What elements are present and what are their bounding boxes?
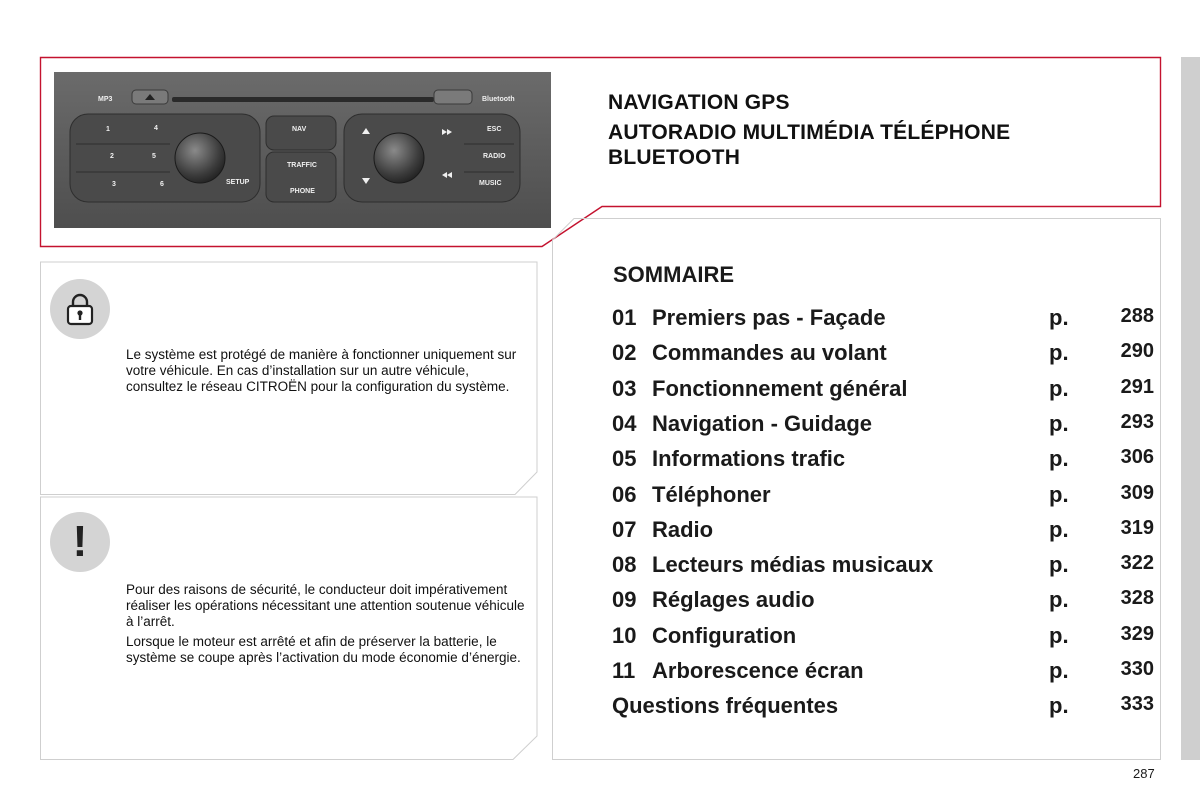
toc-entry-number: 11 xyxy=(612,658,636,683)
toc-entry[interactable] xyxy=(612,623,1154,653)
toc-entry-p-label: p. xyxy=(1049,693,1069,719)
esc-button-label: ESC xyxy=(487,126,502,133)
toc-entry-number: 10 xyxy=(612,622,637,648)
info-paragraph: Le système est protégé de manière à fonctionner uniquement sur votre véhicule. En cas d’installation sur un autre véhicule, consultez le réseau CITROËN pour la configuration du système. xyxy=(126,347,517,394)
toc-entry-p-label: p. xyxy=(1049,658,1069,683)
setup-button-label: SETUP xyxy=(226,179,250,186)
toc-entry-number: 06 xyxy=(612,481,637,507)
toc-entry-page: 306 xyxy=(1120,446,1154,469)
toc-entry-page: 329 xyxy=(1120,622,1154,645)
toc-entry[interactable] xyxy=(612,411,1154,441)
phone-button-label: PHONE xyxy=(290,188,315,195)
mp3-label: MP3 xyxy=(98,96,113,103)
toc-entry-page: 309 xyxy=(1120,481,1154,504)
header-title-line-2: AUTORADIO MULTIMÉDIA TÉLÉPHONE xyxy=(608,121,1011,144)
toc-entry-label: Premiers pas - Façade xyxy=(652,305,886,330)
page-number: 287 xyxy=(1133,766,1155,781)
toc-entry[interactable] xyxy=(612,446,1154,476)
info-paragraph: Lorsque le moteur est arrêté et afin de préserver la batterie, le système se coupe après l’activation du mode économie d’énergie. xyxy=(126,634,521,665)
toc-entry-p-label: p. xyxy=(1049,340,1069,366)
toc-entry-label: Lecteurs médias musicaux xyxy=(652,552,934,578)
toc-entry-label: Fonctionnement général xyxy=(652,375,908,401)
toc-entry-p-label: p. xyxy=(1049,375,1069,401)
toc-entry-page: 293 xyxy=(1120,410,1154,433)
preset-5-label: 5 xyxy=(152,153,156,160)
toc-entry[interactable] xyxy=(612,587,1154,617)
toc-entry[interactable] xyxy=(612,658,1154,688)
toc-entry-number: 01 xyxy=(612,305,637,330)
toc-entry[interactable] xyxy=(612,482,1154,512)
padlock-icon xyxy=(50,279,110,339)
toc-title: SOMMAIRE xyxy=(613,262,734,287)
toc-entry-number: 07 xyxy=(612,516,637,542)
toc-entry-page: 333 xyxy=(1120,693,1154,716)
toc-entry[interactable] xyxy=(612,376,1154,406)
toc-entry-page: 290 xyxy=(1120,340,1154,363)
toc-entry-number: 09 xyxy=(612,587,637,613)
toc-entry-p-label: p. xyxy=(1049,552,1069,578)
toc-entry[interactable] xyxy=(612,305,1154,335)
toc-entry-p-label: p. xyxy=(1049,410,1069,436)
toc-entry-page: 319 xyxy=(1120,516,1154,539)
toc-entry-page: 330 xyxy=(1120,658,1154,680)
toc-entry-p-label: p. xyxy=(1049,446,1069,472)
chapter-side-tab xyxy=(1181,57,1200,760)
radio-button-label: RADIO xyxy=(483,153,506,160)
toc-entry[interactable] xyxy=(612,517,1154,547)
toc-entry-label: Téléphoner xyxy=(652,481,771,507)
toc-entry-p-label: p. xyxy=(1049,622,1069,648)
toc-entry-number: 05 xyxy=(612,446,637,472)
exclamation-icon xyxy=(50,512,110,572)
nav-button-label: NAV xyxy=(292,126,307,133)
traffic-button-label: TRAFFIC xyxy=(287,162,317,169)
toc-entry-number: 02 xyxy=(612,340,637,366)
info-box-warning-text xyxy=(126,582,526,670)
header-title-line-3: BLUETOOTH xyxy=(608,146,741,169)
preset-4-label: 4 xyxy=(154,125,158,132)
toc-entry-p-label: p. xyxy=(1049,516,1069,542)
info-box-lock-text xyxy=(126,347,526,399)
toc-entry-page: 288 xyxy=(1120,305,1154,327)
toc-entry-label: Configuration xyxy=(652,622,797,648)
bluetooth-label: Bluetooth xyxy=(482,96,515,103)
toc-entry-p-label: p. xyxy=(1049,481,1069,507)
toc-entry-page: 328 xyxy=(1120,587,1154,610)
toc-entry[interactable] xyxy=(612,340,1154,370)
toc-entry-label: Questions fréquentes xyxy=(612,693,839,719)
info-paragraph: Pour des raisons de sécurité, le conducteur doit impérativement réaliser les opérations nécessitant une attention soutenue véhicule à l’arrêt. xyxy=(126,582,525,629)
preset-1-label: 1 xyxy=(106,126,110,133)
toc-entry[interactable] xyxy=(612,693,1154,723)
header-title-line-1: NAVIGATION GPS xyxy=(608,91,790,114)
exclamation-glyph: ! xyxy=(72,517,88,566)
toc-entry-page: 322 xyxy=(1120,552,1154,575)
toc-entry[interactable] xyxy=(612,552,1154,582)
toc-entry-p-label: p. xyxy=(1049,587,1069,613)
preset-3-label: 3 xyxy=(112,181,116,188)
toc-entry-label: Radio xyxy=(652,516,714,542)
toc-entry-number: 08 xyxy=(612,552,637,578)
toc-entry-p-label: p. xyxy=(1049,305,1069,330)
preset-6-label: 6 xyxy=(160,181,164,188)
toc-entry-number: 03 xyxy=(612,375,637,401)
radio-panel-image xyxy=(54,72,551,228)
toc-entry-label: Commandes au volant xyxy=(652,340,887,366)
toc-entry-label: Navigation - Guidage xyxy=(652,410,873,436)
toc-entry-label: Réglages audio xyxy=(652,587,815,613)
music-button-label: MUSIC xyxy=(479,180,502,187)
toc-entry-page: 291 xyxy=(1120,375,1154,398)
toc-entry-number: 04 xyxy=(612,410,637,436)
toc-entry-label: Informations trafic xyxy=(652,446,846,472)
preset-2-label: 2 xyxy=(110,153,114,160)
toc-entry-label: Arborescence écran xyxy=(652,658,864,683)
